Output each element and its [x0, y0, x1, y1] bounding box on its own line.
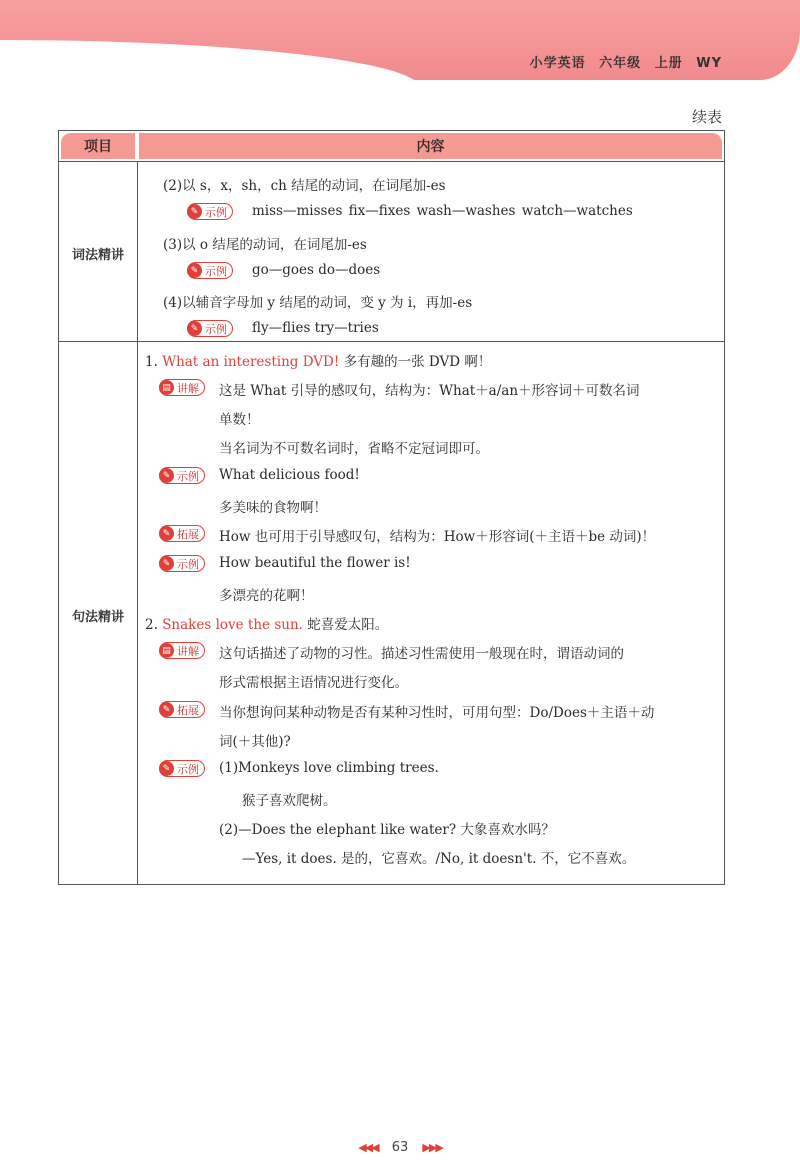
example-dialogue: (2)—Does the elephant like water? 大象喜欢水吗？ [219, 822, 555, 838]
lexical-example-3: go—goes do—does [252, 262, 381, 278]
column-header-content: 内容 [139, 133, 722, 159]
divider [137, 161, 138, 884]
sentence-2 [145, 613, 388, 633]
page-number: 63 [391, 1140, 409, 1155]
pencil-icon: ✎ [159, 761, 174, 776]
extend-tag [159, 701, 205, 718]
pencil-icon: ✎ [159, 556, 174, 571]
left-arrows-icon: ◀◀◀ [358, 1141, 378, 1154]
example-english: (1)Monkeys love climbing trees. [219, 760, 439, 776]
divider [59, 341, 724, 342]
lexical-example-2: miss—misses fix—fixes wash—washes watch—watches [252, 203, 633, 219]
pencil-icon: ✎ [159, 526, 174, 541]
pencil-icon: ✎ [159, 702, 174, 717]
example-dialogue: —Yes, it does. 是的，它喜欢。/No, it doesn't. 不，它不喜欢。 [242, 851, 636, 867]
lexical-rule-2: (2)以 s，x，sh，ch 结尾的动词，在词尾加-es [163, 178, 446, 194]
row-label-syntax: 句法精讲 [71, 610, 124, 625]
column-header-item: 项目 [61, 133, 135, 159]
example-english: How beautiful the flower is! [219, 555, 411, 571]
explain-text: 这是 What 引导的感叹句，结构为：What＋a/an＋形容词＋可数名词 [219, 383, 640, 399]
sentence-english: Snakes love the sun. [162, 617, 303, 633]
lexical-example-4: fly—flies try—tries [252, 320, 379, 336]
sentence-chinese: 蛇喜爱太阳。 [307, 617, 389, 633]
sentence-number: 2. [145, 617, 158, 633]
content-table [58, 130, 725, 885]
explain-text: 这句话描述了动物的习性。描述习性需使用一般现在时，谓语动词的 [219, 646, 624, 662]
sentence-number: 1. [145, 354, 158, 370]
lexical-rule-4: (4)以辅音字母加 y 结尾的动词，变 y 为 i，再加-es [163, 295, 473, 311]
explain-tag [159, 379, 205, 396]
sentence-1 [145, 350, 491, 370]
continued-label: 续表 [691, 108, 722, 126]
extend-tag [159, 525, 205, 542]
lexical-rule-3: (3)以 o 结尾的动词，在词尾加-es [163, 237, 367, 253]
example-chinese: 多美味的食物啊！ [219, 500, 327, 516]
right-arrows-icon: ▶▶▶ [422, 1141, 442, 1154]
page-footer [0, 1140, 800, 1155]
example-tag [187, 320, 233, 337]
book-icon: ▤ [159, 380, 174, 395]
example-tag [187, 262, 233, 279]
sentence-english: What an interesting DVD! [162, 354, 340, 370]
example-chinese: 多漂亮的花啊！ [219, 588, 314, 604]
explain-text: 单数！ [219, 412, 260, 428]
divider [59, 161, 724, 162]
extend-text: 当你想询问某种动物是否有某种习性时，可用句型：Do/Does＋主语＋动 [219, 705, 655, 721]
tag-label: 示例 [205, 205, 227, 219]
tag-label: 拓展 [177, 527, 199, 541]
pencil-icon: ✎ [187, 204, 202, 219]
book-icon: ▤ [159, 643, 174, 658]
extend-text: 词(＋其他)? [219, 734, 291, 750]
example-tag [159, 555, 205, 572]
sentence-chinese: 多有趣的一张 DVD 啊！ [343, 354, 492, 370]
example-tag [159, 467, 205, 484]
tag-label: 示例 [205, 264, 227, 278]
pencil-icon: ✎ [159, 468, 174, 483]
explain-text: 形式需根据主语情况进行变化。 [219, 675, 408, 691]
extend-text: How 也可用于引导感叹句，结构为：How＋形容词(＋主语＋be 动词)！ [219, 529, 656, 545]
example-tag [187, 203, 233, 220]
example-tag [159, 760, 205, 777]
tag-label: 讲解 [177, 644, 199, 658]
pencil-icon: ✎ [187, 321, 202, 336]
tag-label: 示例 [177, 469, 199, 483]
pencil-icon: ✎ [187, 263, 202, 278]
example-chinese: 猴子喜欢爬树。 [242, 793, 337, 809]
explain-text: 当名词为不可数名词时，省略不定冠词即可。 [219, 441, 489, 457]
explain-tag [159, 642, 205, 659]
tag-label: 讲解 [177, 381, 199, 395]
tag-label: 示例 [177, 762, 199, 776]
header-curve [0, 40, 420, 88]
example-english: What delicious food! [219, 467, 360, 483]
tag-label: 拓展 [177, 703, 199, 717]
row-label-lexical: 词法精讲 [71, 248, 124, 263]
book-info: 小学英语 六年级 上册 WY [529, 56, 722, 71]
tag-label: 示例 [205, 322, 227, 336]
tag-label: 示例 [177, 557, 199, 571]
